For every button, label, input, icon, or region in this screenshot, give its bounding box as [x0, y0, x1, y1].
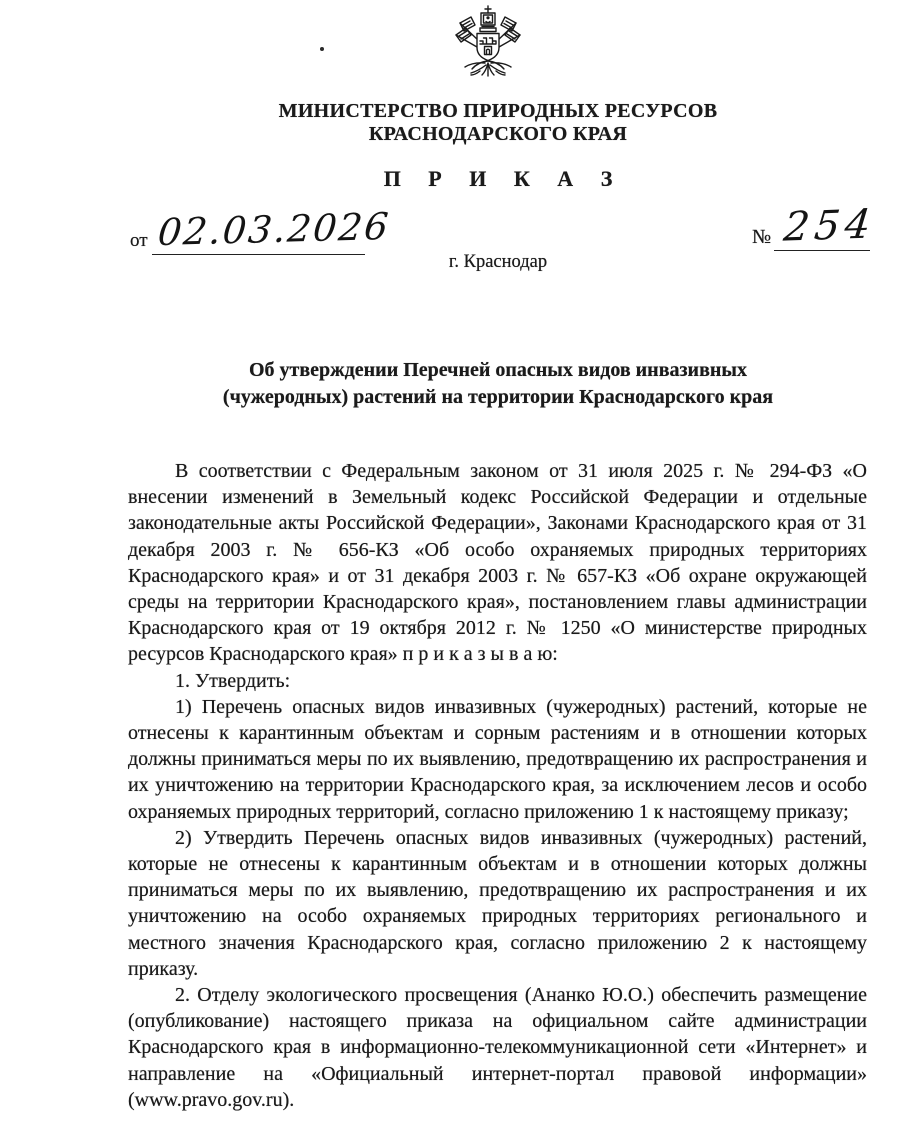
scan-artifact-dot [320, 47, 324, 51]
order-paragraph-list1: 1) Перечень опасных видов инвазивных (чужеродных) растений, которые не отнесены к карантинным объектам и сорным растениям и в отношении которых должны приниматься меры по их выявлению, предотвращению их распространения и их уничтожению на территории Краснодарского края, за исключением лесов и особо охраняемых природных территорий, согласно приложению 1 к настоящему приказу; [128, 695, 867, 823]
date-handwritten-value: 02.03.2026 [155, 204, 392, 255]
order-paragraph-list2: 2) Утвердить Перечень опасных видов инвазивных (чужеродных) растений, которые не отнесены к карантинным объектам и в отношении которых должны приниматься меры по их выявлению, предотвращению их распространения и их уничтожению на особо охраняемых природных территориях регионального и местного значения Краснодарского края, согласно приложению 2 к настоящему приказу. [128, 826, 867, 980]
doc-number-handwritten-value: 254 [781, 201, 878, 251]
order-paragraph-publication: 2. Отделу экологического просвещения (Ананко Ю.О.) обеспечить размещение (опубликование) настоящего приказа на официальном сайте администрации Краснодарского края в информационно-телекоммуникационной сети «Интернет» и направление на «Официальный интернет-портал правовой информации» (www.pravo.gov.ru). [128, 984, 867, 1111]
order-title [128, 357, 868, 411]
order-title-line1: Об утверждении Перечней опасных видов инвазивных [248, 359, 748, 381]
order-body [128, 458, 867, 1113]
doc-number-label: № [752, 226, 772, 248]
order-paragraph-preamble: В соответствии с Федеральным законом от 31 июля 2025 г. № 294-ФЗ «О внесении изменений в Земельный кодекс Российской Федерации и отдельные законодательные акты Российской Федерации», Законами Краснодарского края от 31 декабря 2003 г. № 656-КЗ «Об особо охраняемых природных территориях Краснодарского края» и от 31 декабря 2003 г. № 657-КЗ «Об охране окружающей среды на территории Краснодарского края», постановлением главы администрации Краснодарского края от 19 октября 2012 г. № 1250 «О министерстве природных ресурсов Краснодарского края» п р и к а з ы в а ю: [128, 460, 867, 666]
ministry-name-line2: КРАСНОДАРСКОГО КРАЯ [368, 123, 628, 145]
ministry-name [128, 100, 868, 146]
krasnodar-coat-of-arms-icon [452, 5, 524, 79]
place-city: г. Краснодар [448, 252, 548, 272]
ministry-name-line1: МИНИСТЕРСТВО ПРИРОДНЫХ РЕСУРСОВ [278, 100, 718, 122]
order-title-line2: (чужеродных) растений на территории Краснодарского края [222, 386, 774, 408]
date-from-label: от [130, 230, 148, 251]
doc-type-heading: П Р И К А З [383, 166, 624, 191]
order-paragraph-approve: 1. Утвердить: [175, 669, 291, 692]
